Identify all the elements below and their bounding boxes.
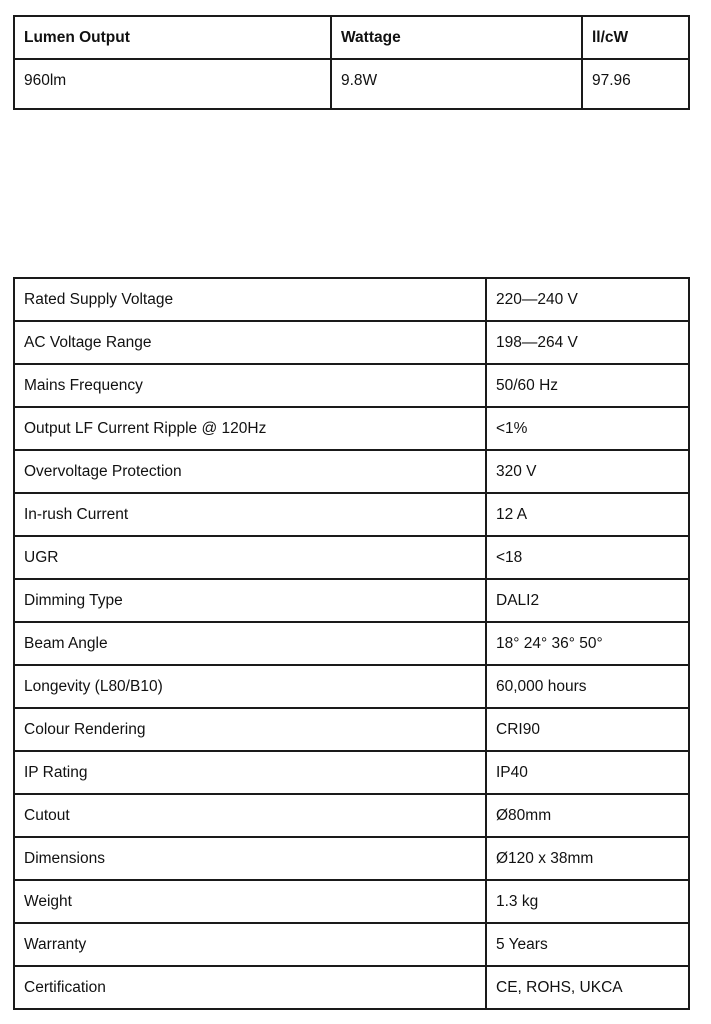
header-lumen-output: Lumen Output: [14, 16, 331, 59]
spec-label: Cutout: [14, 794, 486, 837]
spec-row: [14, 708, 689, 751]
spec-value: 50/60 Hz: [486, 364, 689, 407]
spec-value: CRI90: [486, 708, 689, 751]
spec-row: [14, 493, 689, 536]
spec-label: Colour Rendering: [14, 708, 486, 751]
spec-value: 220—240 V: [486, 278, 689, 321]
spec-row: [14, 407, 689, 450]
header-wattage: Wattage: [331, 16, 582, 59]
spec-value: 1.3 kg: [486, 880, 689, 923]
spec-label: In-rush Current: [14, 493, 486, 536]
spec-row: [14, 622, 689, 665]
spec-value: 60,000 hours: [486, 665, 689, 708]
spec-row: [14, 364, 689, 407]
spec-label: Rated Supply Voltage: [14, 278, 486, 321]
summary-value-row: [14, 59, 689, 109]
spec-value: Ø120 x 38mm: [486, 837, 689, 880]
spec-value: 5 Years: [486, 923, 689, 966]
spec-label: Certification: [14, 966, 486, 1009]
spec-label: IP Rating: [14, 751, 486, 794]
header-efficacy: ll/cW: [582, 16, 689, 59]
spec-row: [14, 966, 689, 1009]
spec-label: Beam Angle: [14, 622, 486, 665]
spec-label: Mains Frequency: [14, 364, 486, 407]
spec-value: IP40: [486, 751, 689, 794]
spec-label: Warranty: [14, 923, 486, 966]
spec-row: [14, 536, 689, 579]
spec-value: 12 A: [486, 493, 689, 536]
spec-value: CE, ROHS, UKCA: [486, 966, 689, 1009]
spec-row: [14, 923, 689, 966]
spec-label: Dimming Type: [14, 579, 486, 622]
value-efficacy: 97.96: [582, 59, 689, 109]
spec-value: 18° 24° 36° 50°: [486, 622, 689, 665]
value-wattage: 9.8W: [331, 59, 582, 109]
spec-value: 320 V: [486, 450, 689, 493]
summary-header-row: [14, 16, 689, 59]
spec-label: Overvoltage Protection: [14, 450, 486, 493]
spec-row: [14, 450, 689, 493]
spec-value: 198—264 V: [486, 321, 689, 364]
spec-row: [14, 837, 689, 880]
spec-row: [14, 751, 689, 794]
spec-row: [14, 880, 689, 923]
value-lumen-output: 960lm: [14, 59, 331, 109]
spec-value: <1%: [486, 407, 689, 450]
specification-table: [13, 277, 690, 1010]
spec-label: UGR: [14, 536, 486, 579]
spec-label: Longevity (L80/B10): [14, 665, 486, 708]
spec-value: Ø80mm: [486, 794, 689, 837]
spec-value: DALI2: [486, 579, 689, 622]
summary-table: [13, 15, 690, 110]
spec-label: AC Voltage Range: [14, 321, 486, 364]
spec-label: Dimensions: [14, 837, 486, 880]
spec-row: [14, 665, 689, 708]
spec-row: [14, 278, 689, 321]
spec-label: Weight: [14, 880, 486, 923]
spec-label: Output LF Current Ripple @ 120Hz: [14, 407, 486, 450]
spec-row: [14, 794, 689, 837]
spec-value: <18: [486, 536, 689, 579]
spec-row: [14, 321, 689, 364]
spec-row: [14, 579, 689, 622]
